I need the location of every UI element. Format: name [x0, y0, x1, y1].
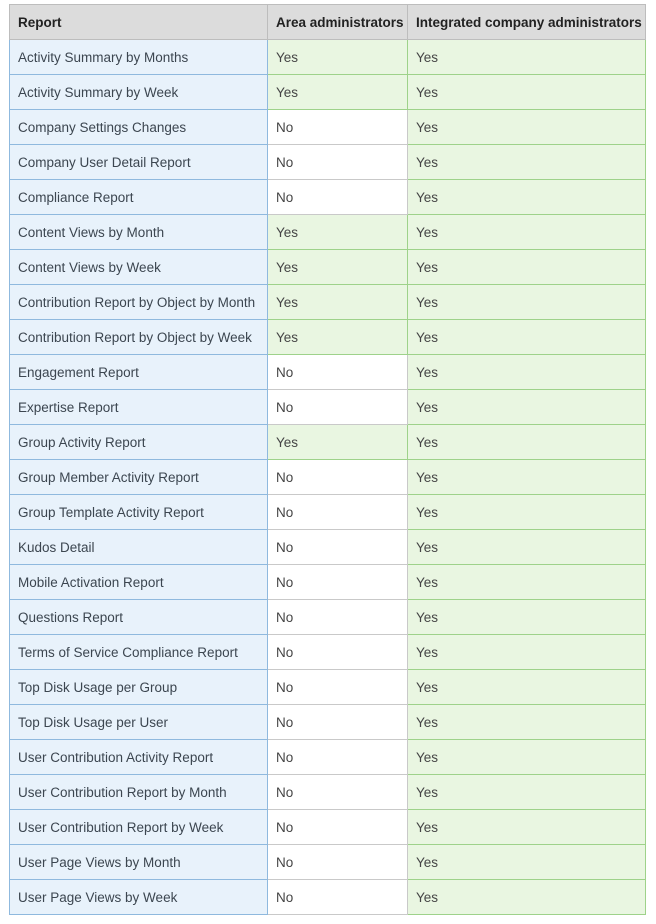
area-administrators-cell: Yes	[268, 250, 408, 285]
report-name-cell: Contribution Report by Object by Month	[10, 285, 268, 320]
area-administrators-cell: No	[268, 880, 408, 915]
table-row	[10, 775, 646, 810]
integrated-company-administrators-cell: Yes	[408, 250, 646, 285]
area-administrators-cell: No	[268, 180, 408, 215]
area-administrators-cell: No	[268, 460, 408, 495]
report-name-cell: User Contribution Report by Week	[10, 810, 268, 845]
report-name-cell: Content Views by Month	[10, 215, 268, 250]
report-name-cell: User Contribution Report by Month	[10, 775, 268, 810]
report-name-cell: Content Views by Week	[10, 250, 268, 285]
area-administrators-cell: No	[268, 670, 408, 705]
area-administrators-cell: No	[268, 810, 408, 845]
area-administrators-cell: No	[268, 530, 408, 565]
report-name-cell: Activity Summary by Months	[10, 40, 268, 75]
table-row	[10, 215, 646, 250]
integrated-company-administrators-cell: Yes	[408, 460, 646, 495]
integrated-company-administrators-cell: Yes	[408, 845, 646, 880]
integrated-company-administrators-cell: Yes	[408, 880, 646, 915]
integrated-company-administrators-cell: Yes	[408, 565, 646, 600]
report-name-cell: User Page Views by Month	[10, 845, 268, 880]
integrated-company-administrators-cell: Yes	[408, 740, 646, 775]
integrated-company-administrators-cell: Yes	[408, 635, 646, 670]
table-row	[10, 530, 646, 565]
integrated-company-administrators-cell: Yes	[408, 320, 646, 355]
header-row	[10, 5, 646, 40]
table-row	[10, 250, 646, 285]
table-row	[10, 635, 646, 670]
report-name-cell: User Page Views by Week	[10, 880, 268, 915]
integrated-company-administrators-cell: Yes	[408, 180, 646, 215]
area-administrators-cell: No	[268, 740, 408, 775]
table-row	[10, 320, 646, 355]
area-administrators-cell: No	[268, 495, 408, 530]
report-name-cell: Expertise Report	[10, 390, 268, 425]
table-row	[10, 495, 646, 530]
area-administrators-cell: No	[268, 110, 408, 145]
report-name-cell: Activity Summary by Week	[10, 75, 268, 110]
table-row	[10, 425, 646, 460]
integrated-company-administrators-cell: Yes	[408, 530, 646, 565]
area-administrators-cell: No	[268, 600, 408, 635]
table-row	[10, 740, 646, 775]
table-body	[10, 40, 646, 915]
report-name-cell: Company Settings Changes	[10, 110, 268, 145]
header-integrated-company-administrators: Integrated company administrators	[408, 5, 646, 40]
table-row	[10, 390, 646, 425]
integrated-company-administrators-cell: Yes	[408, 110, 646, 145]
area-administrators-cell: No	[268, 565, 408, 600]
table-row	[10, 810, 646, 845]
area-administrators-cell: Yes	[268, 215, 408, 250]
area-administrators-cell: No	[268, 390, 408, 425]
integrated-company-administrators-cell: Yes	[408, 390, 646, 425]
report-name-cell: Contribution Report by Object by Week	[10, 320, 268, 355]
table-row	[10, 845, 646, 880]
table-row	[10, 355, 646, 390]
table-row	[10, 285, 646, 320]
table-row	[10, 600, 646, 635]
report-name-cell: Mobile Activation Report	[10, 565, 268, 600]
integrated-company-administrators-cell: Yes	[408, 670, 646, 705]
integrated-company-administrators-cell: Yes	[408, 775, 646, 810]
report-name-cell: User Contribution Activity Report	[10, 740, 268, 775]
area-administrators-cell: No	[268, 355, 408, 390]
integrated-company-administrators-cell: Yes	[408, 705, 646, 740]
permissions-table	[9, 4, 646, 915]
area-administrators-cell: Yes	[268, 285, 408, 320]
area-administrators-cell: No	[268, 145, 408, 180]
area-administrators-cell: Yes	[268, 320, 408, 355]
table-row	[10, 460, 646, 495]
area-administrators-cell: No	[268, 775, 408, 810]
integrated-company-administrators-cell: Yes	[408, 425, 646, 460]
report-name-cell: Questions Report	[10, 600, 268, 635]
table-row	[10, 670, 646, 705]
integrated-company-administrators-cell: Yes	[408, 495, 646, 530]
integrated-company-administrators-cell: Yes	[408, 600, 646, 635]
integrated-company-administrators-cell: Yes	[408, 75, 646, 110]
table-row	[10, 75, 646, 110]
integrated-company-administrators-cell: Yes	[408, 355, 646, 390]
integrated-company-administrators-cell: Yes	[408, 215, 646, 250]
table-row	[10, 145, 646, 180]
integrated-company-administrators-cell: Yes	[408, 285, 646, 320]
header-area-administrators: Area administrators	[268, 5, 408, 40]
report-name-cell: Group Member Activity Report	[10, 460, 268, 495]
report-name-cell: Top Disk Usage per Group	[10, 670, 268, 705]
integrated-company-administrators-cell: Yes	[408, 810, 646, 845]
area-administrators-cell: No	[268, 845, 408, 880]
table-row	[10, 40, 646, 75]
table-row	[10, 705, 646, 740]
report-name-cell: Engagement Report	[10, 355, 268, 390]
report-name-cell: Terms of Service Compliance Report	[10, 635, 268, 670]
table-row	[10, 565, 646, 600]
area-administrators-cell: No	[268, 705, 408, 740]
report-name-cell: Group Template Activity Report	[10, 495, 268, 530]
table-row	[10, 110, 646, 145]
area-administrators-cell: Yes	[268, 425, 408, 460]
area-administrators-cell: Yes	[268, 75, 408, 110]
table-row	[10, 880, 646, 915]
report-name-cell: Company User Detail Report	[10, 145, 268, 180]
area-administrators-cell: Yes	[268, 40, 408, 75]
report-name-cell: Kudos Detail	[10, 530, 268, 565]
table-header	[10, 5, 646, 40]
area-administrators-cell: No	[268, 635, 408, 670]
integrated-company-administrators-cell: Yes	[408, 40, 646, 75]
integrated-company-administrators-cell: Yes	[408, 145, 646, 180]
report-name-cell: Compliance Report	[10, 180, 268, 215]
report-name-cell: Top Disk Usage per User	[10, 705, 268, 740]
header-report: Report	[10, 5, 268, 40]
table-row	[10, 180, 646, 215]
report-name-cell: Group Activity Report	[10, 425, 268, 460]
